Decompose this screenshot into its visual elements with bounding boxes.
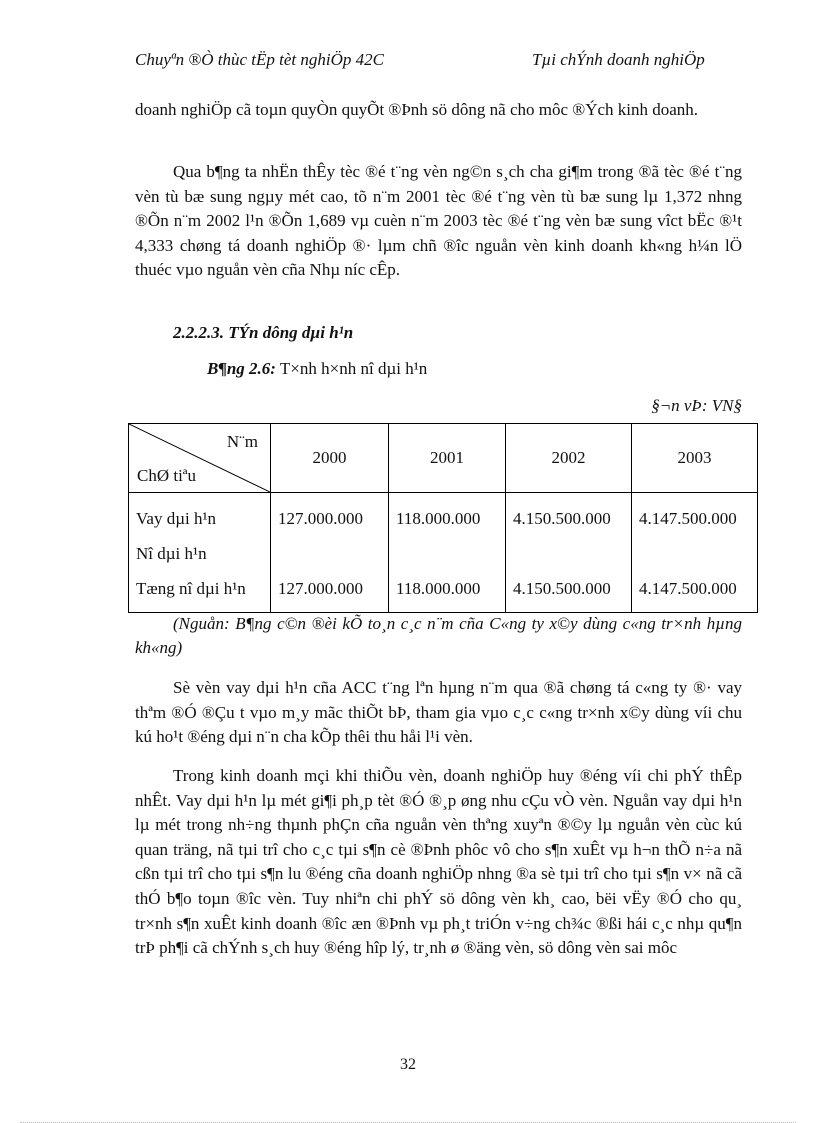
table-caption-label: B¶ng 2.6:: [207, 359, 276, 378]
table-caption: [207, 359, 427, 379]
year-header: 2000: [271, 424, 389, 493]
table-value: 4.150.500.000: [513, 509, 611, 528]
table-value: 127.000.000: [278, 579, 363, 598]
table-value: 118.000.000: [396, 509, 481, 528]
column-values-2001: [389, 493, 506, 613]
row-label: Vay dµi h¹n: [136, 509, 217, 528]
header-right-title: Tµi chÝnh doanh nghiÖp: [532, 50, 705, 69]
table-source-note: (Nguån: B¶ng c©n ®èi kÕ to¸n c¸c n¨m cña C«ng ty x©y dùng c«ng tr×nh hµng kh«ng): [135, 614, 742, 657]
paragraph-financing: Trong kinh doanh mçi khi thiÕu vèn, doanh nghiÖp huy ®éng víi chi phÝ thÊp nhÊt. Vay dµi h¹n lµ mét gi¶i ph¸p tèt ®Ó ®¸p øng nhu cÇu vÒ vèn. Nguån vay dµi h¹n lµ mét trong nh÷ng thµnh phÇn cña nguån vèn thªng xuyªn ®©y lµ nguån vèn cùc kú quan träng, nã tµi trî cho c¸c tµi s¶n cè ®Þnh phôc vô cho s¶n xuÊt vµ h¬n thÕ n÷a nã cßn tµi trî cho tµi s¶n lu ®éng cña doanh nghiÖp nhng ®a sè tµi trî cho tµi s¶n v× nã cã thÓ b¶o toµn ®îc vèn. Tuy nhiªn chi phÝ sö dông vèn kh¸ cao, bëi vËy ®Ó cho qu¸ tr×nh s¶n xuÊt kinh doanh ®îc æn ®Þnh vµ ph¸t triÓn v÷ng ch¾c ®ßi hái c¸c nhµ qu¶n trÞ ph¶i cã chÝnh s¸ch huy ®éng hîp lý, tr¸nh ø ®äng vèn, sö dông vèn sai môc: [135, 766, 742, 958]
table-value: 127.000.000: [278, 509, 363, 528]
table-body-row: [129, 493, 758, 613]
column-values-2000: [271, 493, 389, 613]
header-left-title: Chuyªn ®Ò thùc tËp tèt nghiÖp 42C: [135, 50, 384, 69]
table-caption-title: T×nh h×nh nî dµi h¹n: [275, 359, 428, 378]
row-label: Tæng nî dµi h¹n: [136, 579, 246, 598]
table-value: [639, 536, 751, 571]
row-label: Nî dµi h¹n: [136, 544, 207, 563]
table-corner-cell: [129, 424, 271, 493]
table-value: [396, 536, 499, 571]
column-values-2003: [632, 493, 758, 613]
row-labels-cell: [129, 493, 271, 613]
table-value: [513, 536, 625, 571]
column-values-2002: [506, 493, 632, 613]
paragraph-capital-growth: Qua b¶ng ta nhËn thÊy tèc ®é t¨ng vèn ng©n s¸ch cha gi¶m trong ®ã tèc ®é t¨ng vèn tù bæ sung ngµy mét cao, tõ n¨m 2001 tèc ®é t¨ng vèn tù bæ sung lµ 1,372 nhng ®Õn n¨m 2002 l¹n ®Õn 1,689 vµ cuèn n¨m 2003 tèc ®é t¨ng vèn bæ sung vîct bËc ®¹t 4,333 chøng tá doanh nghiÖp ®· lµm chñ ®îc nguån vèn kinh doanh kh«ng h¼n lÖ thuéc vµo nguån vèn cña Nhµ níc cÊp.: [135, 162, 742, 280]
year-header: 2001: [389, 424, 506, 493]
year-header: 2003: [632, 424, 758, 493]
paragraph-continuation: doanh nghiÖp cã toµn quyÒn quyÕt ®Þnh sö dông nã cho môc ®Ých kinh doanh.: [135, 100, 699, 119]
page-number: 32: [400, 1056, 416, 1073]
table-header-row: [129, 424, 758, 493]
long-term-debt-table: [128, 423, 758, 613]
paragraph-long-term-loans: Sè vèn vay dµi h¹n cña ACC t¨ng lªn hµng n¨m qua ®ã chøng tá c«ng ty ®· vay thªm ®Ó ®Çu t vµo m¸y mãc thiÕt bÞ, tham gia vµo c¸c c«ng tr×nh x©y dùng víi chu kú ho¹t ®éng dµi n¨n cha kÕp thêi thu håi l¹i vèn.: [135, 678, 742, 747]
table-value: 4.147.500.000: [639, 579, 737, 598]
year-header: 2002: [506, 424, 632, 493]
table-value: 118.000.000: [396, 579, 481, 598]
corner-indicator-label: ChØ tiªu: [137, 466, 197, 485]
table-value: [278, 536, 382, 571]
table-value: 4.150.500.000: [513, 579, 611, 598]
section-heading: 2.2.2.3. TÝn dông dµi h¹n: [173, 323, 354, 342]
table-value: 4.147.500.000: [639, 509, 737, 528]
unit-note: §¬n vÞ: VN§: [651, 396, 742, 415]
corner-year-label: N¨m: [226, 432, 258, 451]
